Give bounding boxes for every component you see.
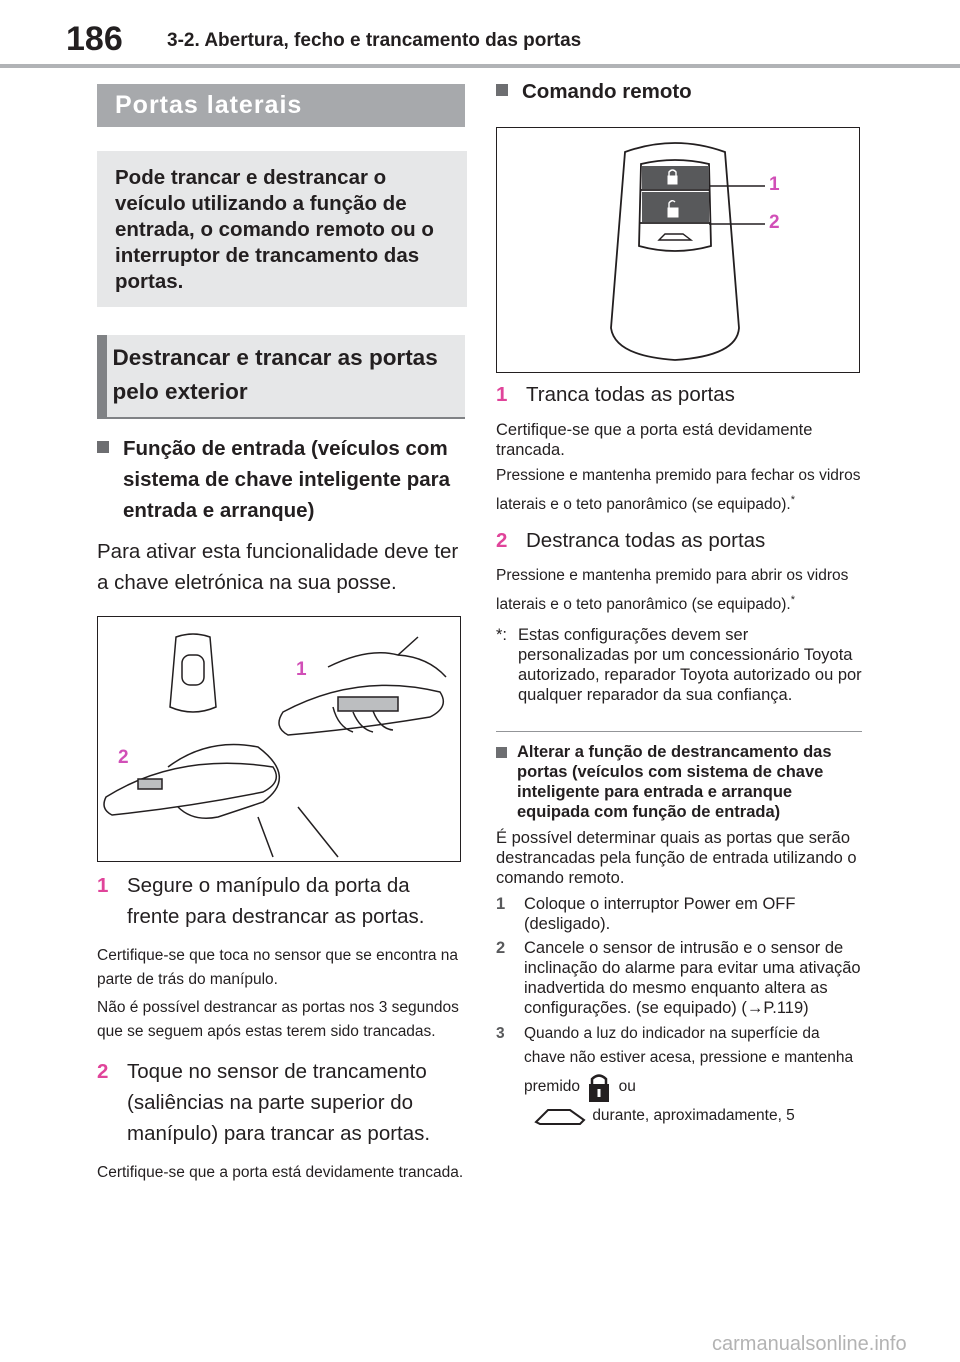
door-handle-illustration <box>98 617 460 861</box>
step-1 <box>97 870 465 932</box>
step-text: Tranca todas as portas <box>526 383 735 406</box>
remote-step-2-note <box>496 564 862 617</box>
square-bullet-icon <box>496 84 508 96</box>
step-number: 2 <box>496 939 506 958</box>
or-text: ou <box>618 1078 636 1096</box>
watermark: carmanualsonline.info <box>712 1333 907 1355</box>
box-title: Portas laterais <box>97 84 465 127</box>
page-header <box>0 0 960 72</box>
header-rule <box>0 64 960 68</box>
lock-button-icon <box>584 1070 614 1104</box>
remote-key-illustration <box>497 128 859 372</box>
asterisk: * <box>790 594 795 607</box>
figure-callout-2: 2 <box>769 212 780 233</box>
heading-remote <box>496 76 862 107</box>
lower-handle-icon <box>104 745 338 858</box>
figure-callout-1: 1 <box>769 174 780 195</box>
step-2-note: Certifique-se que a porta está devidamente trancada. <box>97 1164 464 1181</box>
remote-figure <box>496 127 860 373</box>
section-title: 3-2. Abertura, fecho e trancamento das portas <box>167 30 582 51</box>
subsection-title-box <box>97 335 465 419</box>
step-text: Cancele o sensor de intrusão e o sensor de inclinação do alarme para evitar uma ativação inadvertida do mesmo enquanto altera as configurações. (se equipado) (→P.119) <box>524 939 861 1018</box>
alter-step-2 <box>496 938 862 1018</box>
figure-callout-1: 1 <box>296 659 307 680</box>
heading-entry <box>97 433 465 526</box>
remote-step-2 <box>496 525 862 556</box>
alter-paragraph: É possível determinar quais as portas que serão destrancadas pela função de entrada utilizando o comando remoto. <box>496 829 857 888</box>
step-text: Destranca todas as portas <box>526 529 766 553</box>
step-number: 2 <box>496 529 508 553</box>
step-number: 2 <box>97 1060 109 1083</box>
step-1-note: Certifique-se que toca no sensor que se encontra na parte de trás do manípulo. <box>97 947 459 988</box>
footnote-text: Estas configurações devem ser personalizadas por um concessionário Toyota autorizado, reparador Toyota autorizado ou por qualquer reparador da sua confiança. <box>518 626 862 705</box>
step-text: Segure o manípulo da porta da frente para destrancar as portas. <box>127 874 425 928</box>
remote-step-1-note-2 <box>496 464 862 517</box>
intro-box: Pode trancar e destrancar o veículo utilizando a função de entrada, o comando remoto ou o interruptor de trancamento das portas. <box>97 151 467 307</box>
right-column <box>496 76 862 1128</box>
upper-handle-icon <box>279 637 446 735</box>
heading-alter-text: Alterar a função de destrancamento das portas (veículos com sistema de chave inteligente para entrada e arranque equipada com função de entrada) <box>517 743 832 822</box>
note-text: Pressione e mantenha premido para fechar os vidros laterais e o teto panorâmico (se equipado). <box>496 467 861 514</box>
heading-alter <box>496 742 862 822</box>
heading-remote-text: Comando remoto <box>522 80 692 103</box>
step-text-b: durante, aproximadamente, 5 <box>592 1107 795 1125</box>
alter-step-1 <box>496 894 862 934</box>
subsection-bar <box>97 335 107 417</box>
step-text-wrapper <box>524 1022 862 1128</box>
left-column <box>97 84 465 1185</box>
figure-callout-2: 2 <box>118 747 129 768</box>
step-1-note-2: Não é possível destrancar as portas nos 3 segundos que se seguem após estas terem sido trancadas. <box>97 999 459 1040</box>
page-number: 186 <box>66 20 123 58</box>
step-text: Quando a luz do indicador na superfície da chave não estiver acesa, pressione e mantenha premido <box>524 1025 854 1096</box>
remote-step-1 <box>496 379 862 410</box>
footnote <box>496 625 862 705</box>
tailgate-icon <box>659 234 691 240</box>
square-bullet-icon <box>97 441 109 453</box>
step-2 <box>97 1056 465 1149</box>
step-number: 1 <box>496 383 508 406</box>
footnote-mark: *: <box>496 626 508 645</box>
square-bullet-icon <box>496 747 507 758</box>
step-text: Coloque o interruptor Power em OFF (desligado). <box>524 895 796 934</box>
tailgate-button-icon <box>532 1104 588 1128</box>
step-text: Toque no sensor de trancamento (saliências na parte superior do manípulo) para trancar as portas. <box>127 1060 431 1145</box>
note-text: Pressione e mantenha premido para abrir os vidros laterais e o teto panorâmico (se equipado). <box>496 567 849 614</box>
door-handle-figure <box>97 616 461 862</box>
section-divider <box>496 731 862 732</box>
step-number: 1 <box>496 895 506 914</box>
entry-paragraph: Para ativar esta funcionalidade deve ter a chave eletrónica na sua posse. <box>97 540 459 594</box>
heading-entry-text: Função de entrada (veículos com sistema de chave inteligente para entrada e arranque) <box>123 437 450 522</box>
step-number: 3 <box>496 1025 505 1043</box>
remote-step-1-note: Certifique-se que a porta está devidamente trancada. <box>496 421 813 459</box>
step-number: 1 <box>97 874 109 897</box>
key-fob-icon <box>170 634 216 712</box>
subsection-title: Destrancar e trancar as portas pelo exterior <box>112 345 438 404</box>
alter-step-3 <box>496 1022 862 1128</box>
asterisk: * <box>790 494 795 506</box>
